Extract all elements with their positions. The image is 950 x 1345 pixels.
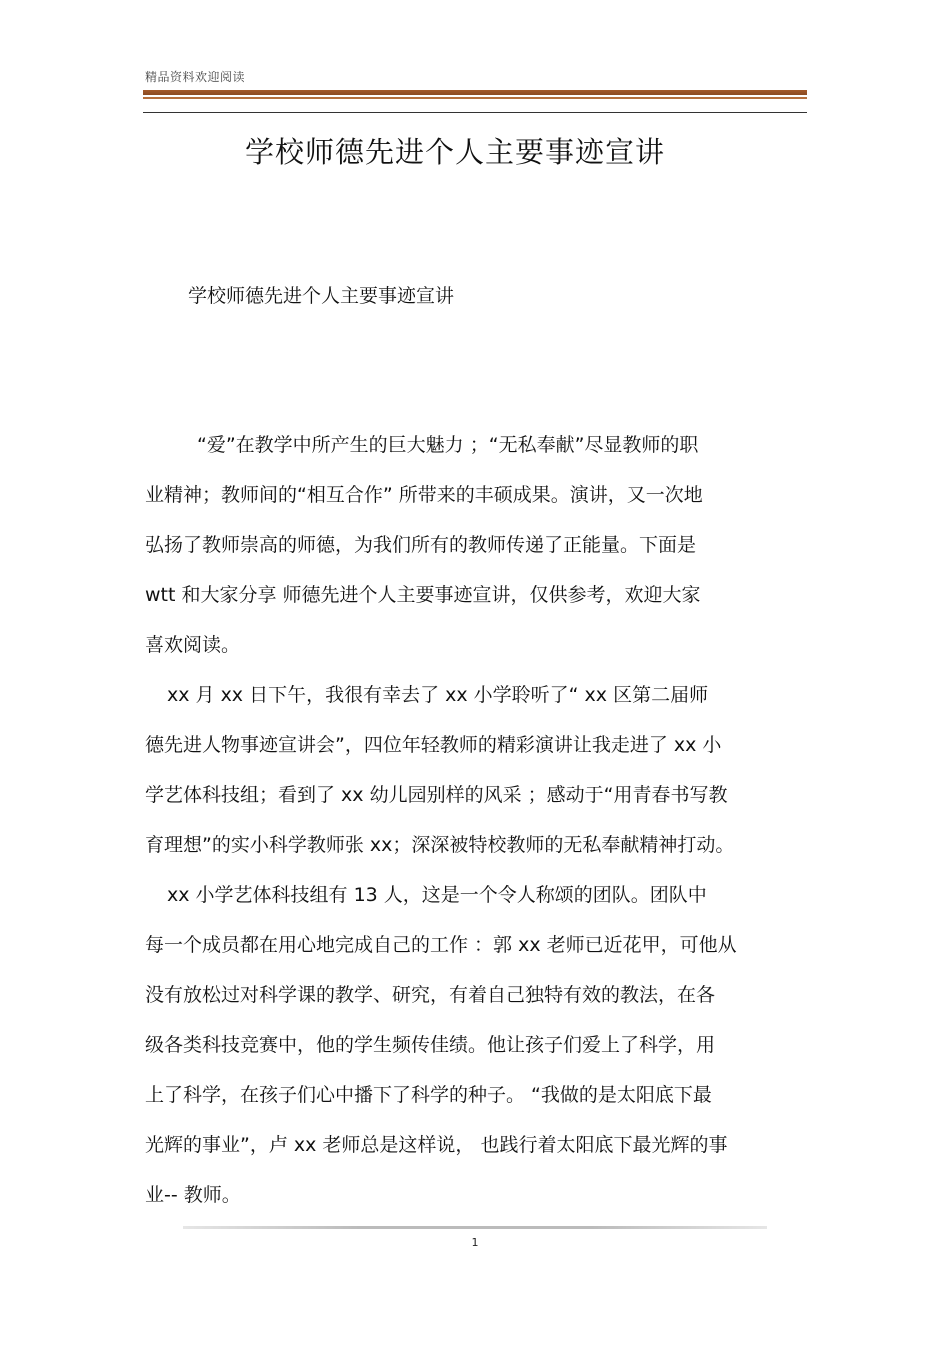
body-line: 业-- 教师。 [145, 1184, 241, 1206]
body-line: 上了科学，在孩子们心中播下了科学的种子。 “我做的是太阳底下最 [145, 1084, 712, 1106]
body-line: 弘扬了教师崇高的师德，为我们所有的教师传递了正能量。下面是 [145, 534, 697, 556]
header-rule-thick [143, 90, 807, 95]
document-subtitle: 学校师德先进个人主要事迹宣讲 [188, 285, 455, 307]
body-line: wtt 和大家分享 师德先进个人主要事迹宣讲，仅供参考，欢迎大家 [145, 584, 701, 606]
body-line: “爱”在教学中所产生的巨大魅力 ；“无私奉献”尽显教师的职 [197, 434, 699, 456]
footer-rule [183, 1226, 767, 1229]
body-line: 每一个成员都在用心地完成自己的工作 ：郭 xx 老师已近花甲，可他从 [145, 934, 737, 956]
body-line: 业精神；教师间的“相互合作” 所带来的丰硕成果。演讲，又一次地 [145, 484, 703, 506]
body-line: 光辉的事业”，卢 xx 老师总是这样说， 也践行着太阳底下最光辉的事 [145, 1134, 728, 1156]
document-title: 学校师德先进个人主要事迹宣讲 [244, 135, 665, 169]
body-line: xx 小学艺体科技组有 13 人，这是一个令人称颂的团队。团队中 [167, 884, 707, 906]
page-number: 1 [471, 1236, 479, 1249]
body-line: 没有放松过对科学课的教学、研究，有着自己独特有效的教法，在各 [145, 984, 716, 1006]
header-label: 精品资料欢迎阅读 [145, 70, 246, 84]
body-line: 级各类科技竞赛中，他的学生频传佳绩。他让孩子们爱上了科学，用 [145, 1034, 716, 1056]
body-line: 育理想”的实小科学教师张 xx；深深被特校教师的无私奉献精神打动。 [145, 834, 735, 856]
body-line: 德先进人物事迹宣讲会”，四位年轻教师的精彩演讲让我走进了 xx 小 [145, 734, 722, 756]
header-rule-thin [143, 97, 807, 99]
body-line: xx 月 xx 日下午，我很有幸去了 xx 小学聆听了“ xx 区第二届师 [167, 684, 709, 706]
header-rule-black [143, 112, 807, 113]
document-body [145, 427, 815, 1227]
body-line: 喜欢阅读。 [145, 634, 241, 656]
body-line: 学艺体科技组；看到了 xx 幼儿园别样的风采 ；感动于“用青春书写教 [145, 784, 728, 806]
